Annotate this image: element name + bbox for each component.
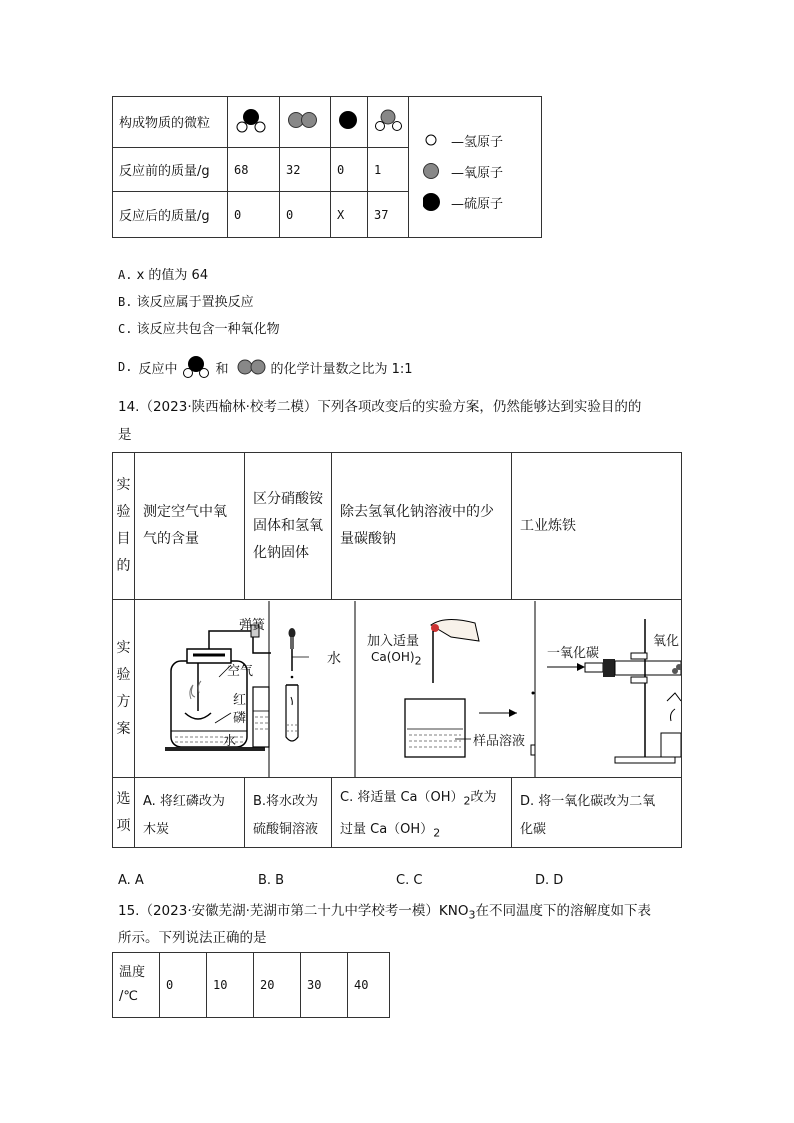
q15-stem-line1: 15.（2023·安徽芜湖·芜湖市第二十九中学校考一模）$KNO_3$在不同温度下的溶解度如下表	[118, 903, 651, 922]
option-d: D. 反应中 和 的化学计量数之比为 1:1	[118, 354, 413, 380]
label-option: 选 项	[113, 778, 135, 848]
purpose-c: 除去氢氧化钠溶液中的少 量碳酸钠	[332, 453, 512, 600]
purpose-b: 区分硝酸铵 固体和氢氧 化钠固体	[245, 453, 332, 600]
q14-stem-line2: 是	[118, 427, 132, 443]
option-a: A. x 的值为 64	[118, 268, 209, 283]
q14-stem-line1: 14.（2023·陕西榆林·校考二模）下列各项改变后的实验方案，仍然能够达到实验目的的	[118, 399, 642, 415]
row-header-after: 反应后的质量/g	[113, 192, 228, 238]
label-water-b: 水	[327, 651, 341, 667]
choice-c: C. 将适量 $Ca(OH)_2$改为 过量 $Ca(OH)_2$	[332, 778, 512, 848]
purpose-a: 测定空气中氧 气的含量	[135, 453, 245, 600]
choice-d: D. 将一氧化碳改为二氧 化碳	[512, 778, 682, 848]
h2s-molecule-icon	[234, 106, 268, 134]
label-sample-solution: 样品溶液	[473, 734, 526, 749]
molecule-h2o	[368, 97, 409, 148]
legend-oxygen	[423, 156, 541, 187]
after-s: X	[331, 192, 368, 238]
before-o2: 32	[280, 147, 331, 192]
before-h2s: 68	[228, 147, 280, 192]
h2s-molecule-icon	[181, 354, 211, 380]
apparatus-row	[135, 600, 682, 778]
after-h2o: 37	[368, 192, 409, 238]
temp-0: 0	[160, 953, 207, 1018]
o2-molecule-icon	[236, 356, 268, 378]
legend-hydrogen	[423, 125, 541, 156]
after-o2: 0	[280, 192, 331, 238]
h2o-molecule-icon	[374, 107, 404, 133]
legend-oxygen-label: —氧原子	[451, 165, 504, 181]
label-water-a: 水	[223, 734, 237, 749]
option-b: B. 该反应属于置换反应	[118, 295, 254, 310]
molecule-h2s	[228, 97, 280, 148]
purpose-d: 工业炼铁	[512, 453, 682, 600]
label-red-phosphorus: 红 磷	[233, 693, 247, 726]
temp-40: 40	[348, 953, 390, 1018]
solubility-table	[112, 952, 390, 1018]
answer-a: A. A	[118, 873, 144, 888]
legend-sulfur	[423, 187, 541, 218]
beaker-apparatus	[405, 601, 535, 777]
row-header-before: 反应前的质量/g	[113, 147, 228, 192]
label-oxide: 氧化	[653, 634, 680, 649]
dropper-apparatus	[269, 601, 355, 777]
molecule-s	[331, 97, 368, 148]
after-h2s: 0	[228, 192, 280, 238]
label-air: 空气	[227, 664, 254, 679]
s-atom-icon	[337, 108, 361, 132]
option-c: C. 该反应共包含一种氧化物	[118, 322, 280, 337]
temp-label: 温度 /℃	[113, 953, 160, 1018]
before-s: 0	[331, 147, 368, 192]
legend-hydrogen-label: —氢原子	[451, 134, 504, 150]
temp-20: 20	[254, 953, 301, 1018]
choice-b: B.将水改为 硫酸铜溶液	[245, 778, 332, 848]
atom-legend	[409, 97, 542, 238]
answer-b: B. B	[258, 873, 285, 888]
answer-d: D. D	[535, 873, 564, 888]
label-add-reagent: 加入适量	[367, 634, 420, 649]
oxygen-atom-icon	[423, 161, 445, 181]
label-caoh2: $Ca(OH)_2$	[371, 650, 422, 668]
legend-sulfur-label: —硫原子	[451, 196, 504, 212]
o2-molecule-icon	[286, 108, 320, 132]
sulfur-atom-icon	[423, 191, 445, 213]
label-purpose: 实 验 目 的	[113, 453, 135, 600]
hydrogen-atom-icon	[423, 130, 445, 150]
temp-10: 10	[207, 953, 254, 1018]
answer-c: C. C	[396, 873, 423, 888]
reaction-table	[112, 96, 542, 238]
choice-a: A. 将红磷改为 木炭	[135, 778, 245, 848]
experiment-table	[112, 452, 682, 848]
label-co: 一氧化碳	[547, 646, 600, 661]
q15-stem-line2: 所示。下列说法正确的是	[118, 930, 267, 946]
before-h2o: 1	[368, 147, 409, 192]
temp-30: 30	[301, 953, 348, 1018]
molecule-o2	[280, 97, 331, 148]
row-header-particles: 构成物质的微粒	[113, 97, 228, 148]
apparatus-figure	[135, 601, 681, 777]
oxygen-measure-apparatus	[165, 625, 271, 751]
label-plan: 实 验 方 案	[113, 600, 135, 778]
label-clamp: 弹簧	[239, 618, 266, 633]
